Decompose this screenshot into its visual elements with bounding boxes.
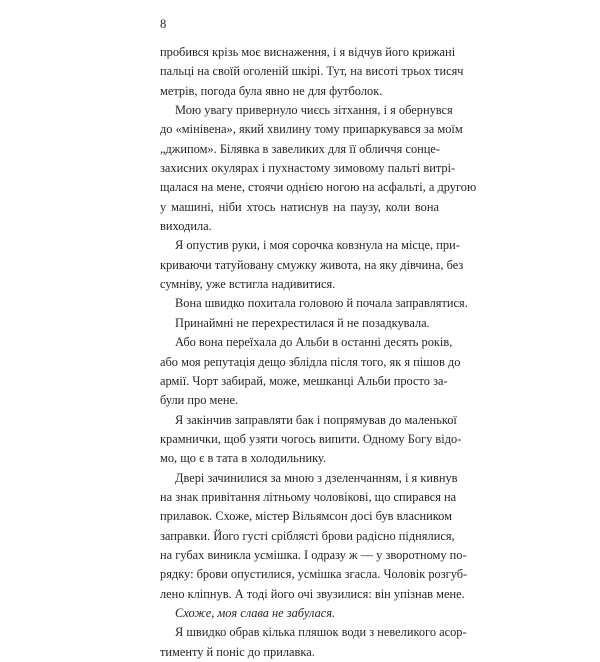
text-line: тименту й поніс до прилавка. — [160, 644, 315, 659]
text-line: у машині, ніби хтось натиснув на паузу, коли вона — [160, 199, 439, 214]
paragraph — [160, 411, 462, 469]
text-line: Я швидко обрав кілька пляшок води з невеликого асор- — [175, 625, 467, 640]
paragraph — [160, 294, 468, 313]
text-line: щалася на мене, стоячи однією ногою на асфальті, а другою — [160, 180, 477, 195]
text-line: Вона швидко похитала головою й почала заправлятися. — [175, 296, 468, 311]
paragraph — [160, 333, 461, 410]
paragraph — [160, 314, 439, 333]
paragraph — [160, 101, 477, 236]
text-line: рядку: брови опустилися, усмішка згасла. Чоловік розгуб- — [160, 567, 468, 582]
text-line: метрів, погода була явно не для футболок. — [160, 83, 383, 98]
text-line: були про мене. — [160, 393, 239, 408]
text-line: Схоже, моя слава не забулася. — [175, 605, 336, 620]
page-number: 8 — [160, 17, 167, 31]
text-line: Мою увагу привернуло чиєсь зітхання, і я обернувся — [175, 103, 453, 118]
text-line: на знак привітання літньому чоловікові, що спирався на — [160, 489, 457, 504]
paragraph — [160, 469, 468, 604]
text-line: сумніву, уже встигла надивитися. — [160, 277, 336, 292]
text-line: пальці на своїй оголеній шкірі. Тут, на висоті трьох тисяч — [160, 64, 464, 79]
body-text — [160, 43, 477, 662]
text-line: виходила. — [160, 219, 212, 234]
text-line: до «мінівена», який хвилину тому припаркувався за моїм — [160, 122, 463, 137]
paragraph — [160, 43, 464, 101]
text-line: Або вона переїхала до Альби в останні десять років, — [175, 335, 453, 350]
text-line: прилавок. Схоже, містер Вільямсон досі був власником — [160, 509, 452, 524]
text-line: Я закінчив заправляти бак і попрямував до маленької — [175, 412, 457, 427]
text-line: лено кліпнув. А тоді його очі звузилися: він упізнав мене. — [160, 586, 465, 601]
text-line: мо, що є в тата в холодильнику. — [160, 451, 326, 466]
text-line: „джипом». Білявка в завеликих для її обличчя сонце- — [160, 141, 441, 156]
paragraph — [160, 236, 464, 294]
text-line: криваючи татуйовану смужку живота, на яку дівчина, без — [160, 257, 464, 272]
text-line: Двері зачинилися за мною з дзеленчанням, і я кивнув — [175, 470, 458, 485]
text-line: захисних окулярах і пухнастому зимовому пальті витрі- — [160, 161, 456, 176]
text-line: пробився крізь моє виснаження, і я відчув його крижані — [160, 45, 456, 59]
text-line: заправки. Його густі сріблясті брови радісно піднялися, — [160, 528, 455, 543]
text-line: Принаймні не перехрестилася й не позадкувала. — [175, 315, 430, 330]
text-line: крамнички, щоб узяти чогось випити. Одному Богу відо- — [160, 431, 462, 446]
paragraph — [160, 604, 439, 623]
text-line: Я опустив руки, і моя сорочка ковзнула на місце, при- — [175, 238, 460, 253]
paragraph — [160, 623, 467, 662]
text-line: або моя репутація дещо зблідла після того, як я пішов до — [160, 354, 461, 369]
text-line: армії. Чорт забирай, може, мешканці Альби просто за- — [160, 373, 448, 388]
text-line: на губах виникла усмішка. І одразу ж — у зворотному по- — [160, 547, 467, 562]
